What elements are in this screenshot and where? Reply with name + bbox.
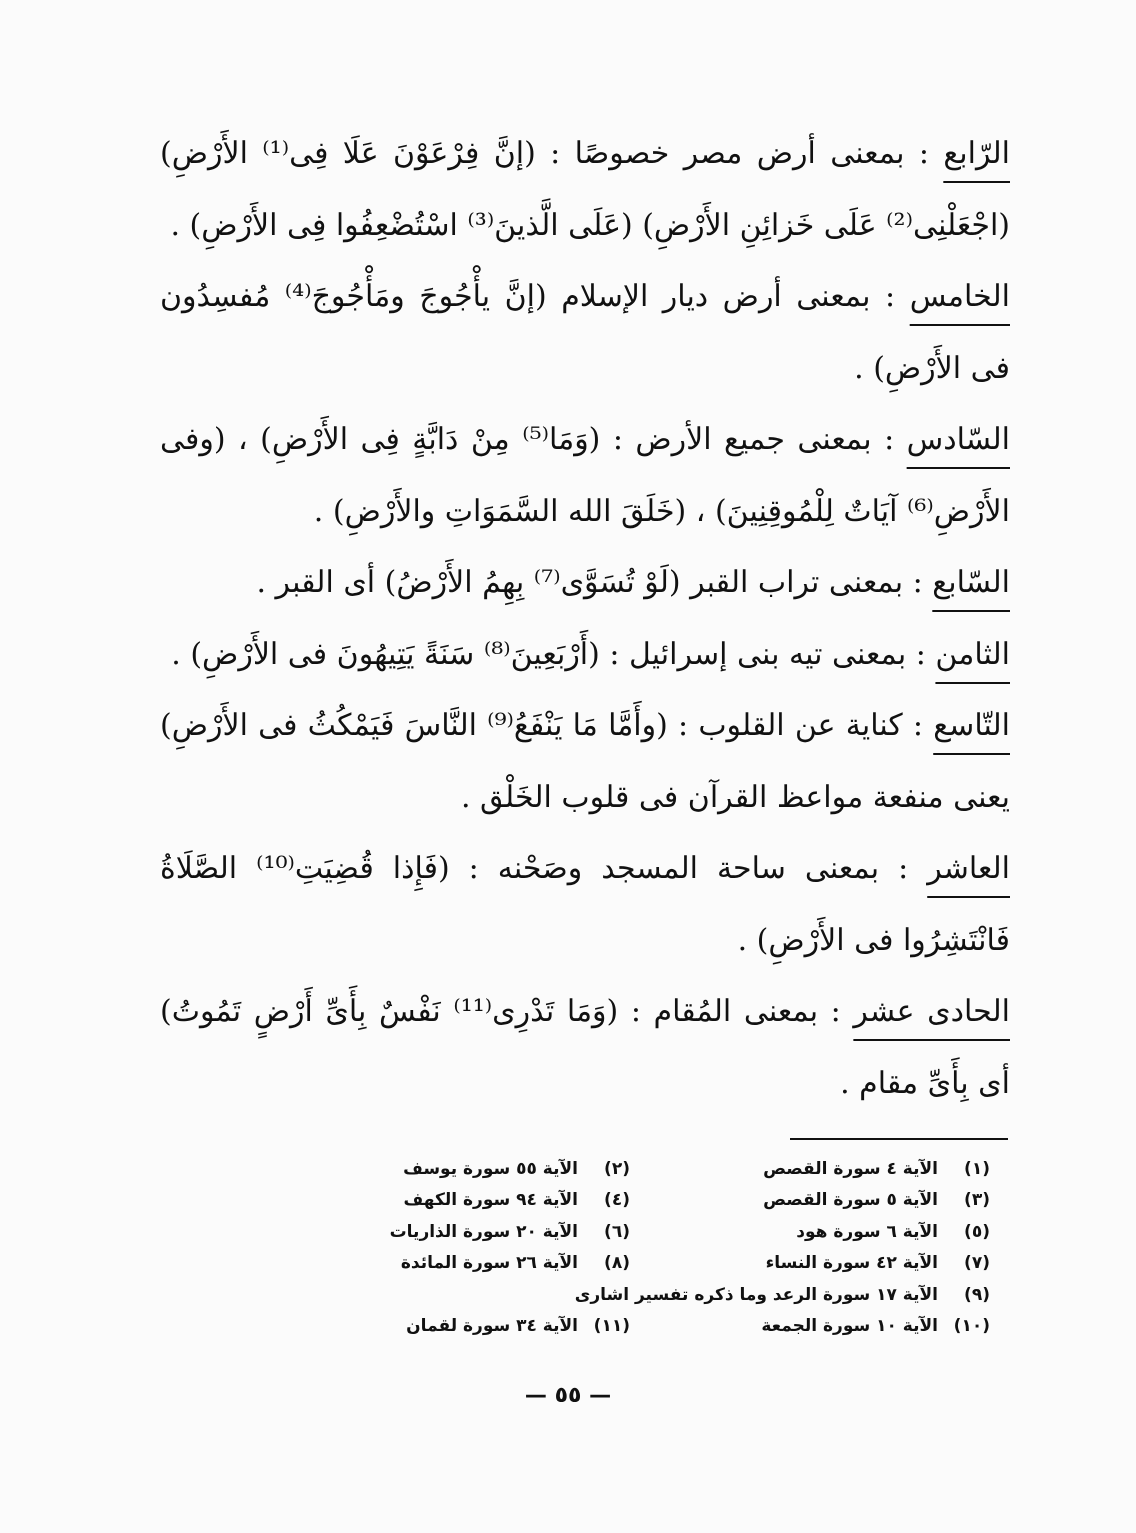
footnote [630,1190,990,1210]
footnote-number: (١١) [593,1316,630,1337]
entry-paragraph [160,404,1010,547]
footnote [270,1190,630,1210]
footnote-text: الآية ٦ سورة هود [796,1221,938,1242]
footnote [270,1159,630,1179]
footnote-number: (٩) [964,1284,990,1305]
entry-heading: السّابع [932,565,1010,600]
footnote [270,1253,630,1273]
entry-paragraph [160,619,1010,691]
entry-heading: الثامن [935,636,1010,672]
footnote-text: الآية ٥٥ سورة يوسف [403,1158,578,1179]
footnote [270,1285,990,1305]
footnote-text: الآية ٤ سورة القصص [763,1158,938,1179]
footnote-text: الآية ٤٢ سورة النساء [765,1253,938,1274]
footnote-row [270,1216,990,1248]
footnote-row [270,1185,990,1217]
footnote-number: (١) [964,1158,990,1179]
entry-text: : بمعنى تراب القبر (لَوْ تُسَوَّى⁽⁷⁾ بِهِمُ الأَرْضُ) أى القبر . [256,565,933,600]
entry-heading: الخامس [909,279,1010,314]
footnote-number: (٨) [604,1253,630,1274]
body-text [160,118,1010,1119]
entry-paragraph [160,833,1010,976]
entry-text: : بمعنى جميع الأرض : (وَمَا⁽⁵⁾ مِنْ دَابَّةٍ فِى الأَرْضِ) ، (وفى الأَرْضِ⁽⁶⁾ آيَاتٌ لِلْمُوقِنِينَ) ، (خَلَقَ الله السَّمَوَاتِ والأَرْضِ) . [160,422,1010,529]
footnote-number: (٦) [604,1221,630,1242]
entry-heading: الحادى عشر [853,994,1010,1029]
footnote-row [270,1279,990,1311]
entry-heading: العاشر [927,851,1010,886]
footnote [630,1253,990,1273]
footnote-number: (١٠) [953,1316,990,1337]
footnote-number: (٣) [964,1190,990,1211]
entry-heading: التّاسع [933,708,1010,743]
entry-paragraph [160,690,1010,833]
footnote-number: (٥) [964,1221,990,1242]
entry-paragraph [160,547,1010,619]
footnote-row [270,1248,990,1280]
footnote-divider [790,1138,1008,1140]
footnote-number: (٢) [604,1158,630,1179]
entry-text: : بمعنى أرض مصر خصوصًا : (إنَّ فِرْعَوْنَ عَلَا فِى⁽¹⁾ الأَرْضِ) (اجْعَلْنِى⁽²⁾ عَلَى خَزائِنِ الأَرْضِ) (عَلَى الَّذينَ⁽³⁾ اسْتُضْعِفُوا فِى الأَرْضِ) . [160,136,1010,243]
footnote [270,1222,630,1242]
footnote-number: (٤) [604,1190,630,1211]
entry-text: : بمعنى تيه بنى إسرائيل : (أَرْبَعِينَ⁽⁸⁾ سَنَةً يَتِيهُونَ فى الأَرْضِ) . [171,636,936,672]
footnote-text: الآية ١٠ سورة الجمعة [761,1316,938,1337]
entry-paragraph [160,261,1010,404]
footnote-text: الآية ١٧ سورة الرعد وما ذكره تفسير اشارى [574,1284,938,1305]
entry-heading: السّادس [906,422,1010,457]
entry-text: : كناية عن القلوب : (وأَمَّا مَا يَنْفَعُ⁽⁹⁾ النَّاسَ فَيَمْكُثُ فى الأَرْضِ) يعنى منفعة مواعظ القرآن فى قلوب الخَلْق . [160,708,1010,815]
footnote [270,1316,630,1336]
entry-paragraph [160,118,1010,261]
footnote [630,1159,990,1179]
page-number: — ٥٥ — [524,1383,612,1408]
entry-text: : بمعنى ساحة المسجد وصَحْنه : (فَإِذا قُضِيَتِ⁽¹⁰⁾ الصَّلَاةُ فَانْتَشِرُوا فى الأَرْضِ) . [160,851,1010,958]
footnote-row [270,1153,990,1185]
entry-heading: الرّابع [943,136,1010,171]
entry-text: : بمعنى أرض ديار الإسلام (إنَّ يأْجُوجَ ومَأْجُوجَ⁽⁴⁾ مُفسِدُون فى الأَرْضِ) . [160,279,1010,386]
footnote-text: الآية ٩٤ سورة الكهف [403,1190,578,1211]
footnote-text: الآية ٥ سورة القصص [763,1190,938,1211]
footnote-text: الآية ٣٤ سورة لقمان [406,1316,578,1337]
footnote-text: الآية ٢٦ سورة المائدة [400,1253,578,1274]
footnote-number: (٧) [964,1253,990,1274]
footnotes [270,1153,990,1342]
entry-paragraph [160,976,1010,1119]
entry-text: : بمعنى المُقام : (وَمَا تَدْرِى⁽¹¹⁾ نَفْسٌ بِأَىِّ أَرْضٍ تَمُوتُ) أى بِأَىِّ مقام . [160,994,1010,1101]
footnote [630,1316,990,1336]
footnote-text: الآية ٢٠ سورة الذاريات [389,1221,578,1242]
footnote [630,1222,990,1242]
footnote-row [270,1311,990,1343]
